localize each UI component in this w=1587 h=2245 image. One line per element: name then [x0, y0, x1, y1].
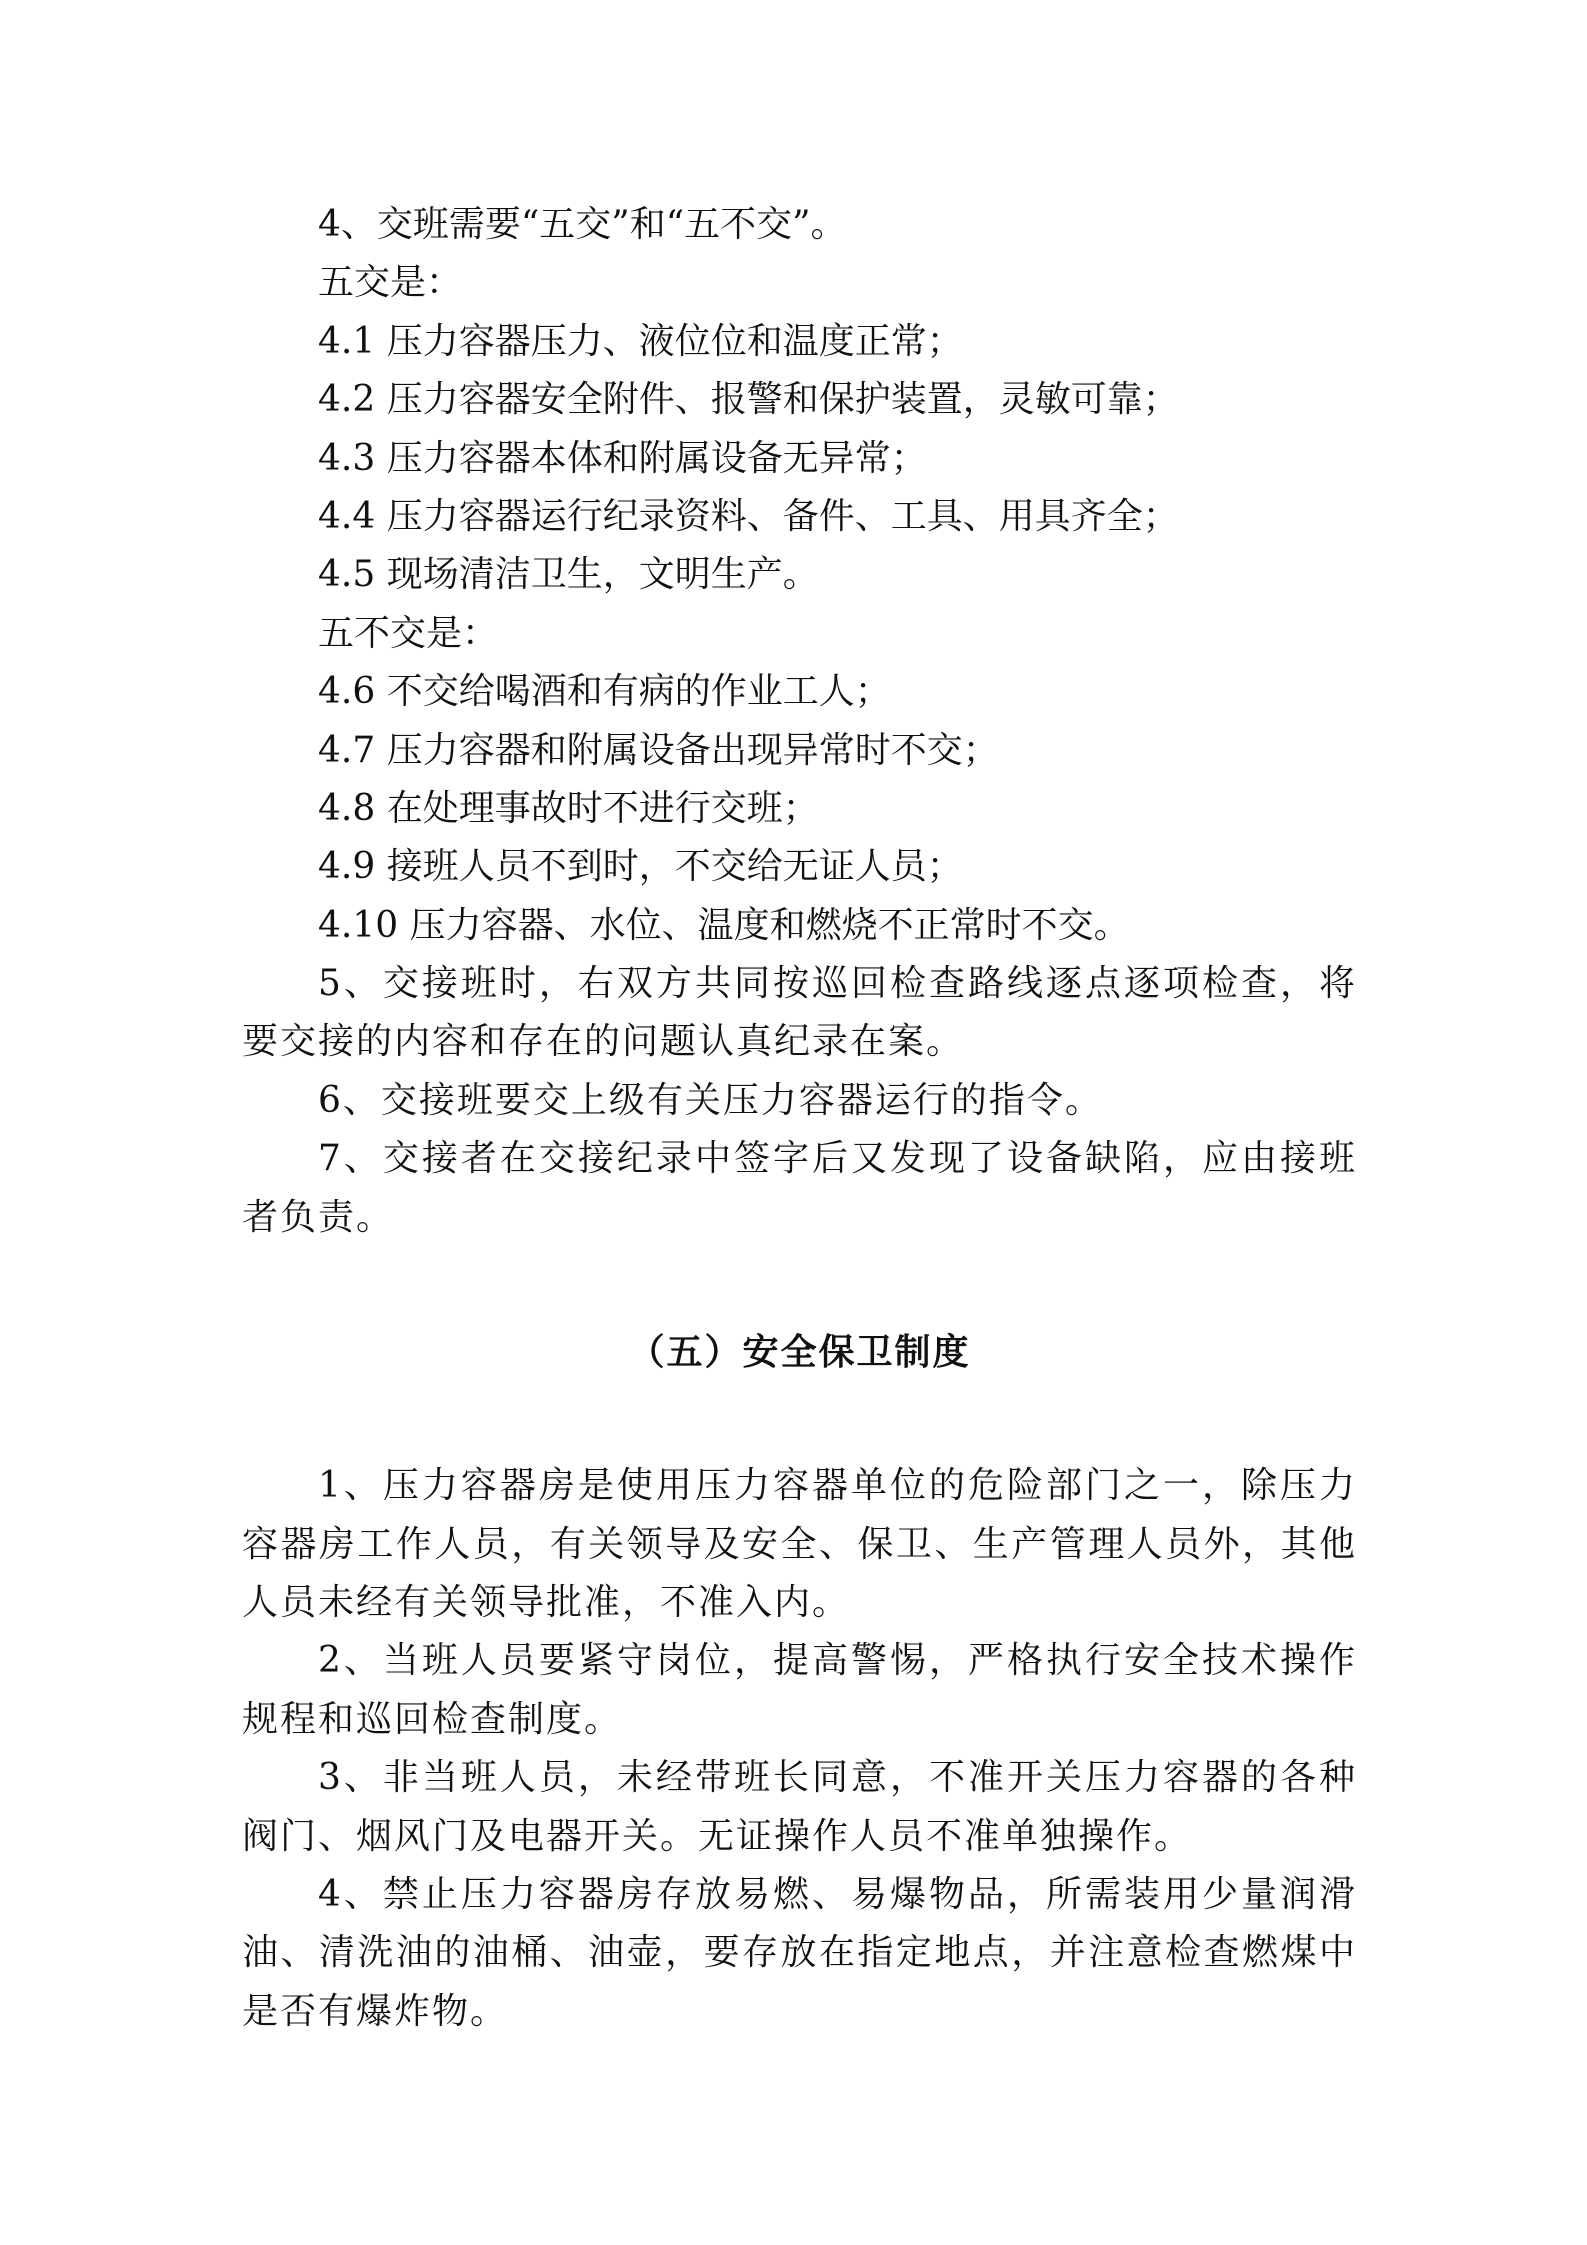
list-item: 4.2 压力容器安全附件、报警和保护装置，灵敏可靠； — [318, 379, 1179, 421]
list-item: 4.8 在处理事故时不进行交班； — [318, 787, 819, 829]
paragraph: 6、交接班要交上级有关压力容器运行的指令。 — [318, 1079, 1103, 1121]
handover-intro: 4、交班需要“五交”和“五不交”。 — [318, 204, 847, 245]
list-item: 4.5 现场清洁卫生，文明生产。 — [318, 554, 819, 596]
paragraph: 5、交接班时，右双方共同按巡回检查路线逐点逐项检查，将要交接的内容和存在的问题认真纪录在案。 — [242, 963, 1357, 1063]
five-no-handover-label: 五不交是： — [318, 612, 499, 654]
list-item: 4.6 不交给喝酒和有病的作业工人； — [318, 671, 891, 713]
list-item: 4.7 压力容器和附属设备出现异常时不交； — [318, 729, 999, 771]
list-item: 4.10 压力容器、水位、温度和燃烧不正常时不交。 — [318, 904, 1130, 946]
list-item: 4.9 接班人员不到时，不交给无证人员； — [318, 846, 963, 888]
paragraph: 2、当班人员要紧守岗位，提高警惕，严格执行安全技术操作规程和巡回检查制度。 — [242, 1640, 1357, 1740]
page-content — [242, 196, 1357, 2041]
paragraph: 4、禁止压力容器房存放易燃、易爆物品，所需装用少量润滑油、清洗油的油桶、油壶，要存放在指定地点，并注意检查燃煤中是否有爆炸物。 — [242, 1873, 1357, 2032]
list-item: 4.4 压力容器运行纪录资料、备件、工具、用具齐全； — [318, 495, 1179, 537]
paragraph: 3、非当班人员，未经带班长同意，不准开关压力容器的各种阀门、烟风门及电器开关。无证操作人员不准单独操作。 — [242, 1757, 1357, 1857]
paragraph: 1、压力容器房是使用压力容器单位的危险部门之一，除压力容器房工作人员，有关领导及安全、保卫、生产管理人员外，其他人员未经有关领导批准，不准入内。 — [242, 1465, 1357, 1623]
list-item: 4.1 压力容器压力、液位位和温度正常； — [318, 320, 963, 362]
five-handover-label: 五交是： — [318, 262, 463, 304]
section-spacer — [242, 1381, 1357, 1457]
list-item: 4.3 压力容器本体和附属设备无异常； — [318, 437, 927, 479]
section-spacer — [242, 1247, 1357, 1323]
section-heading: （五）安全保卫制度 — [628, 1331, 971, 1374]
paragraph: 7、交接者在交接纪录中签字后又发现了设备缺陷，应由接班者负责。 — [242, 1138, 1357, 1238]
